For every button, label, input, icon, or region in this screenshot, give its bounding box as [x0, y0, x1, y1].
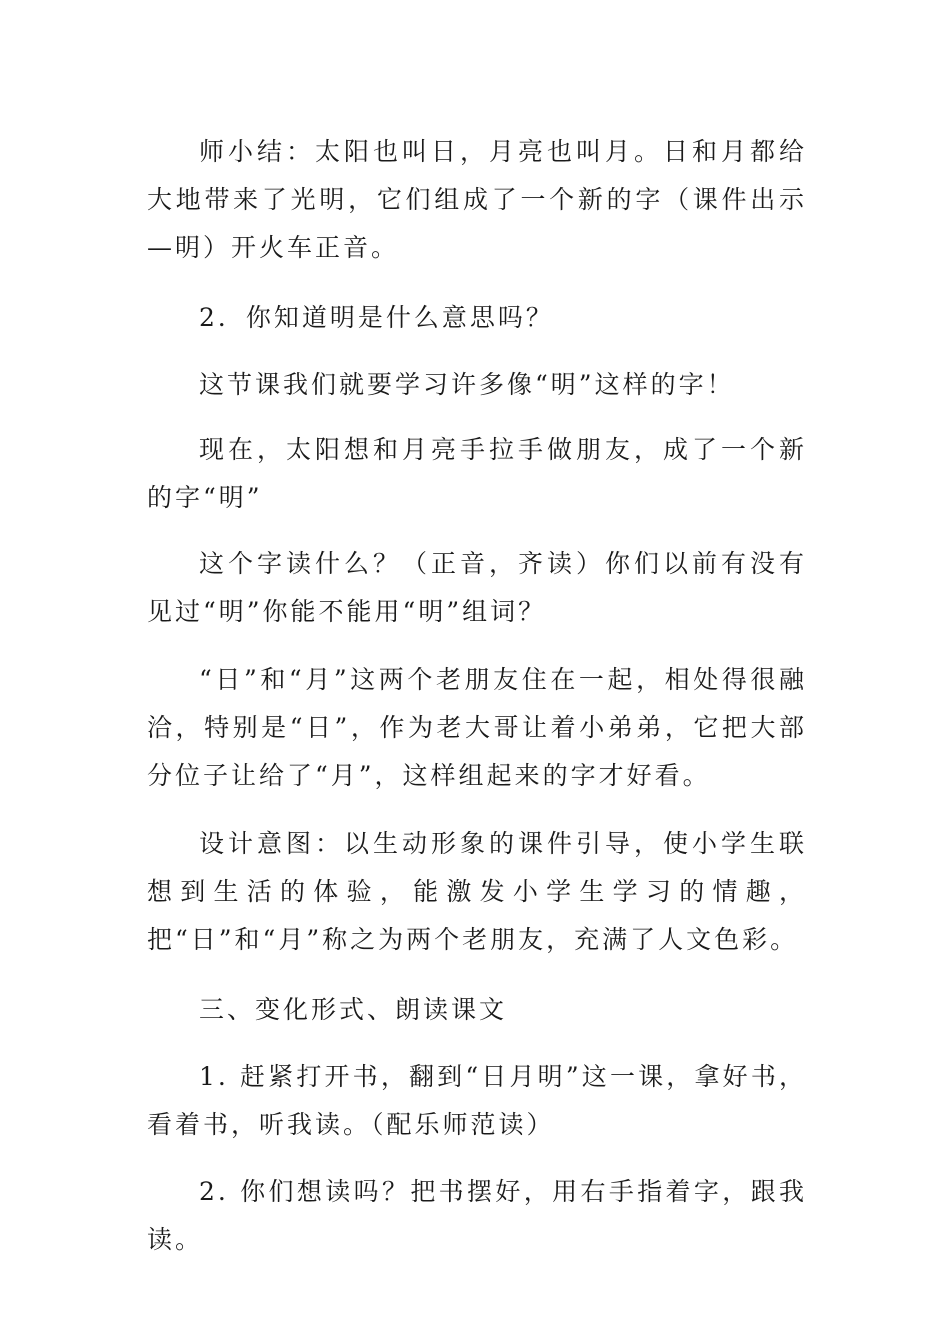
paragraph-lesson-intro: 这节课我们就要学习许多像“明”这样的字！	[199, 370, 735, 399]
paragraph-question-2: 2．你知道明是什么意思吗？	[199, 303, 554, 332]
paragraph-step-2: 2. 你们想读吗？把书摆好，用右手指着字，跟我读。	[147, 1177, 807, 1254]
paragraph-new-character: 现在，太阳想和月亮手拉手做朋友，成了一个新的字“明”	[147, 435, 807, 512]
paragraph-design-intent: 设计意图：以生动形象的课件引导，使小学生联想到生活的体验，能激发小学生学习的情趣，把“日”和“月”称之为两个老朋友，充满了人文色彩。	[147, 829, 807, 954]
paragraph-summary: 师小结：太阳也叫日，月亮也叫月。日和月都给大地带来了光明，它们组成了一个新的字（课件出示—明）开火车正音。	[147, 137, 807, 262]
paragraph-old-friends: “日”和“月”这两个老朋友住在一起，相处得很融洽，特别是“日”，作为老大哥让着小弟弟，它把大部分位子让给了“月”，这样组起来的字才好看。	[147, 665, 807, 790]
section-heading-3: 三、变化形式、朗读课文	[199, 995, 508, 1024]
paragraph-step-1: 1. 赶紧打开书，翻到“日月明”这一课，拿好书，看着书，听我读。（配乐师范读）	[147, 1062, 807, 1139]
paragraph-reading: 这个字读什么？（正音，齐读）你们以前有没有见过“明”你能不能用“明”组词？	[147, 549, 807, 626]
